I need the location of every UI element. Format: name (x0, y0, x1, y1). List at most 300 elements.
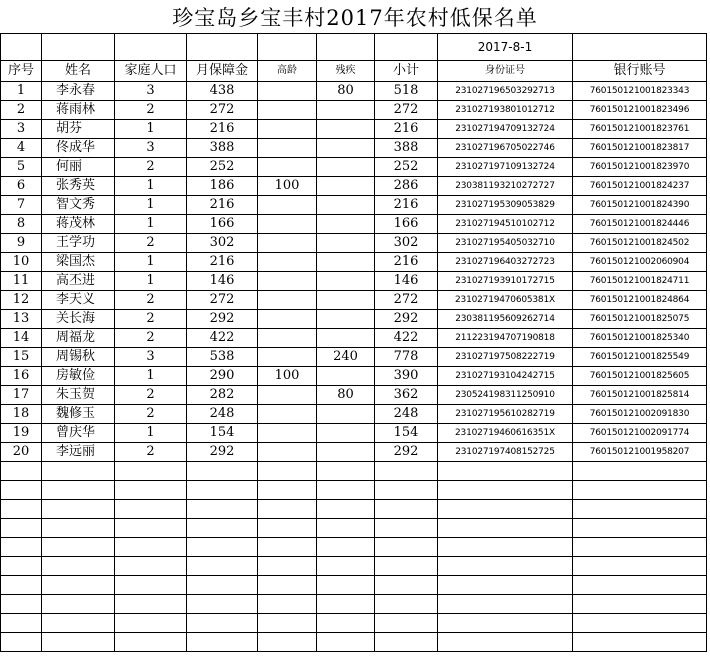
cell-benefit[interactable]: 272 (187, 291, 258, 310)
cell-benefit[interactable]: 438 (187, 82, 258, 101)
empty-cell[interactable] (438, 500, 573, 519)
empty-cell[interactable] (573, 481, 707, 500)
cell-disability[interactable] (317, 367, 375, 386)
date-cell[interactable]: 2017-8-1 (438, 34, 573, 61)
empty-cell[interactable] (258, 595, 317, 614)
cell-family[interactable]: 2 (115, 101, 187, 120)
empty-cell[interactable] (187, 519, 258, 538)
cell-disability[interactable] (317, 120, 375, 139)
empty-cell[interactable] (42, 595, 115, 614)
cell-benefit[interactable]: 216 (187, 196, 258, 215)
cell-elderly[interactable] (258, 272, 317, 291)
cell-no[interactable]: 15 (1, 348, 42, 367)
table-row (1, 348, 707, 367)
cell-name[interactable]: 佟成华 (42, 139, 115, 158)
cell-benefit[interactable]: 252 (187, 158, 258, 177)
cell-elderly[interactable] (258, 120, 317, 139)
cell-id-number[interactable]: 211223194707190818 (438, 329, 573, 348)
empty-cell[interactable] (115, 500, 187, 519)
cell-subtotal[interactable]: 422 (375, 329, 438, 348)
cell-no[interactable]: 5 (1, 158, 42, 177)
cell-subtotal[interactable]: 286 (375, 177, 438, 196)
cell-benefit[interactable]: 186 (187, 177, 258, 196)
cell-subtotal[interactable]: 248 (375, 405, 438, 424)
table-row (1, 158, 707, 177)
empty-row (1, 595, 707, 614)
cell-subtotal[interactable]: 272 (375, 101, 438, 120)
cell-id-number[interactable]: 230381195609262714 (438, 310, 573, 329)
empty-cell[interactable] (375, 481, 438, 500)
empty-cell[interactable] (317, 519, 375, 538)
header-no[interactable]: 序号 (1, 61, 42, 82)
cell-elderly[interactable] (258, 443, 317, 462)
cell-id-number[interactable]: 231027195405032710 (438, 234, 573, 253)
cell-family[interactable]: 3 (115, 139, 187, 158)
cell-benefit[interactable]: 302 (187, 234, 258, 253)
cell-id-number[interactable]: 231027193104242715 (438, 367, 573, 386)
cell-bank-account[interactable]: 760150121001823496 (573, 101, 707, 120)
empty-cell[interactable] (42, 614, 115, 633)
empty-cell[interactable] (438, 595, 573, 614)
empty-cell[interactable] (438, 538, 573, 557)
empty-cell[interactable] (115, 614, 187, 633)
cell-subtotal[interactable]: 166 (375, 215, 438, 234)
cell-family[interactable]: 1 (115, 120, 187, 139)
empty-cell[interactable] (258, 538, 317, 557)
empty-cell[interactable] (438, 614, 573, 633)
empty-cell[interactable] (573, 519, 707, 538)
empty-cell[interactable] (187, 614, 258, 633)
table-row (1, 253, 707, 272)
cell-benefit[interactable]: 146 (187, 272, 258, 291)
empty-cell[interactable] (115, 595, 187, 614)
cell-subtotal[interactable]: 216 (375, 120, 438, 139)
cell-bank-account[interactable]: 760150121001824864 (573, 291, 707, 310)
cell-bank-account[interactable]: 760150121001823970 (573, 158, 707, 177)
empty-cell[interactable] (317, 614, 375, 633)
empty-cell[interactable] (573, 538, 707, 557)
empty-cell[interactable] (573, 614, 707, 633)
cell-id-number[interactable]: 231027197109132724 (438, 158, 573, 177)
cell-name[interactable]: 李天义 (42, 291, 115, 310)
empty-cell[interactable] (187, 633, 258, 652)
empty-cell[interactable] (1, 500, 42, 519)
table-row (1, 367, 707, 386)
cell-no[interactable]: 7 (1, 196, 42, 215)
empty-cell[interactable] (438, 633, 573, 652)
cell-bank-account[interactable]: 760150121001824390 (573, 196, 707, 215)
empty-cell[interactable] (187, 557, 258, 576)
empty-cell[interactable] (258, 576, 317, 595)
cell-family[interactable]: 2 (115, 310, 187, 329)
empty-cell[interactable] (115, 538, 187, 557)
empty-cell[interactable] (317, 538, 375, 557)
cell-benefit[interactable]: 388 (187, 139, 258, 158)
empty-cell[interactable] (42, 538, 115, 557)
cell-elderly[interactable] (258, 291, 317, 310)
cell-no[interactable]: 13 (1, 310, 42, 329)
cell-family[interactable]: 1 (115, 196, 187, 215)
cell-family[interactable]: 2 (115, 234, 187, 253)
cell-name[interactable]: 蒋雨林 (42, 101, 115, 120)
empty-cell[interactable] (258, 614, 317, 633)
cell-name[interactable]: 朱玉贺 (42, 386, 115, 405)
empty-cell[interactable] (317, 500, 375, 519)
cell-no[interactable]: 11 (1, 272, 42, 291)
empty-cell[interactable] (115, 462, 187, 481)
empty-cell[interactable] (258, 481, 317, 500)
cell-id-number[interactable]: 231027197508222719 (438, 348, 573, 367)
cell-no[interactable]: 4 (1, 139, 42, 158)
empty-cell[interactable] (573, 500, 707, 519)
header-disability[interactable]: 残疾 (317, 61, 375, 82)
cell-name[interactable]: 周锡秋 (42, 348, 115, 367)
cell-benefit[interactable]: 216 (187, 120, 258, 139)
cell-id-number[interactable]: 230524198311250910 (438, 386, 573, 405)
empty-cell[interactable] (317, 633, 375, 652)
cell-benefit[interactable]: 216 (187, 253, 258, 272)
table-row (1, 196, 707, 215)
cell-disability[interactable] (317, 310, 375, 329)
cell-no[interactable]: 6 (1, 177, 42, 196)
empty-cell[interactable] (42, 557, 115, 576)
cell-name[interactable]: 房敏俭 (42, 367, 115, 386)
cell-bank-account[interactable]: 760150121001824711 (573, 272, 707, 291)
empty-cell[interactable] (317, 576, 375, 595)
empty-cell[interactable] (317, 595, 375, 614)
cell-benefit[interactable]: 292 (187, 310, 258, 329)
cell-id-number[interactable]: 230381193210272727 (438, 177, 573, 196)
cell-no[interactable]: 20 (1, 443, 42, 462)
cell-benefit[interactable]: 290 (187, 367, 258, 386)
empty-cell[interactable] (115, 633, 187, 652)
header-benefit[interactable]: 月保障金 (187, 61, 258, 82)
cell-name[interactable]: 周福龙 (42, 329, 115, 348)
empty-cell[interactable] (1, 614, 42, 633)
cell-subtotal[interactable]: 362 (375, 386, 438, 405)
empty-cell[interactable] (375, 595, 438, 614)
cell-subtotal[interactable]: 778 (375, 348, 438, 367)
empty-cell[interactable] (438, 481, 573, 500)
cell-subtotal[interactable]: 292 (375, 310, 438, 329)
cell-bank-account[interactable]: 760150121001825814 (573, 386, 707, 405)
cell-name[interactable]: 李永春 (42, 82, 115, 101)
cell-bank-account[interactable]: 760150121001825605 (573, 367, 707, 386)
empty-cell[interactable] (573, 462, 707, 481)
cell-disability[interactable] (317, 424, 375, 443)
cell-id-number[interactable]: 231027196503292713 (438, 82, 573, 101)
header-id[interactable]: 身份证号 (438, 61, 573, 82)
empty-cell[interactable] (375, 519, 438, 538)
cell-family[interactable]: 1 (115, 272, 187, 291)
cell-elderly[interactable] (258, 101, 317, 120)
empty-cell[interactable] (375, 614, 438, 633)
header-account[interactable]: 银行账号 (573, 61, 707, 82)
cell-family[interactable]: 2 (115, 443, 187, 462)
cell-subtotal[interactable]: 302 (375, 234, 438, 253)
cell-bank-account[interactable]: 760150121002091830 (573, 405, 707, 424)
cell-family[interactable]: 2 (115, 405, 187, 424)
cell-disability[interactable]: 240 (317, 348, 375, 367)
cell-benefit[interactable]: 538 (187, 348, 258, 367)
cell-no[interactable]: 16 (1, 367, 42, 386)
empty-cell[interactable] (187, 595, 258, 614)
cell-disability[interactable] (317, 101, 375, 120)
cell-name[interactable]: 王学功 (42, 234, 115, 253)
roster-table (0, 33, 707, 652)
cell-no[interactable]: 10 (1, 253, 42, 272)
cell-subtotal[interactable]: 390 (375, 367, 438, 386)
empty-cell[interactable] (258, 519, 317, 538)
cell-elderly[interactable] (258, 310, 317, 329)
empty-cell[interactable] (187, 500, 258, 519)
cell-bank-account[interactable]: 760150121001825340 (573, 329, 707, 348)
header-name[interactable]: 姓名 (42, 61, 115, 82)
cell-disability[interactable] (317, 253, 375, 272)
cell-bank-account[interactable]: 760150121001824237 (573, 177, 707, 196)
cell-disability[interactable] (317, 139, 375, 158)
cell-no[interactable]: 2 (1, 101, 42, 120)
cell-subtotal[interactable]: 518 (375, 82, 438, 101)
cell-elderly[interactable] (258, 253, 317, 272)
cell-elderly[interactable] (258, 348, 317, 367)
cell-benefit[interactable]: 248 (187, 405, 258, 424)
empty-cell[interactable] (375, 538, 438, 557)
cell-bank-account[interactable]: 760150121001825549 (573, 348, 707, 367)
cell-subtotal[interactable]: 292 (375, 443, 438, 462)
cell-elderly[interactable]: 100 (258, 177, 317, 196)
cell-name[interactable]: 关长海 (42, 310, 115, 329)
empty-cell[interactable] (317, 481, 375, 500)
cell-name[interactable]: 智文秀 (42, 196, 115, 215)
cell-elderly[interactable]: 100 (258, 367, 317, 386)
cell-disability[interactable]: 80 (317, 386, 375, 405)
cell-id-number[interactable]: 231027195610282719 (438, 405, 573, 424)
cell-id-number[interactable]: 231027195309053829 (438, 196, 573, 215)
cell-benefit[interactable]: 166 (187, 215, 258, 234)
cell-id-number[interactable]: 231027194510102712 (438, 215, 573, 234)
cell-disability[interactable] (317, 234, 375, 253)
empty-cell[interactable] (258, 500, 317, 519)
cell-id-number[interactable]: 23102719470605381X (438, 291, 573, 310)
cell-subtotal[interactable]: 272 (375, 291, 438, 310)
cell-family[interactable]: 2 (115, 329, 187, 348)
cell-id-number[interactable]: 23102719460616351X (438, 424, 573, 443)
cell-no[interactable]: 9 (1, 234, 42, 253)
table-row (1, 310, 707, 329)
empty-cell[interactable] (42, 519, 115, 538)
cell-family[interactable]: 1 (115, 177, 187, 196)
empty-cell[interactable] (573, 595, 707, 614)
empty-cell[interactable] (1, 595, 42, 614)
empty-cell[interactable] (317, 557, 375, 576)
empty-cell[interactable] (115, 519, 187, 538)
table-row (1, 405, 707, 424)
empty-row (1, 538, 707, 557)
cell-subtotal[interactable]: 216 (375, 196, 438, 215)
cell-no[interactable]: 19 (1, 424, 42, 443)
cell-no[interactable]: 12 (1, 291, 42, 310)
cell-family[interactable]: 1 (115, 253, 187, 272)
cell-id-number[interactable]: 231027194709132724 (438, 120, 573, 139)
cell-elderly[interactable] (258, 158, 317, 177)
cell-subtotal[interactable]: 388 (375, 139, 438, 158)
cell-bank-account[interactable]: 760150121001824502 (573, 234, 707, 253)
empty-cell[interactable] (1, 462, 42, 481)
cell-elderly[interactable] (258, 82, 317, 101)
cell-elderly[interactable] (258, 329, 317, 348)
empty-row (1, 500, 707, 519)
cell-subtotal[interactable]: 216 (375, 253, 438, 272)
empty-cell[interactable] (438, 519, 573, 538)
cell-disability[interactable] (317, 405, 375, 424)
cell-subtotal[interactable]: 154 (375, 424, 438, 443)
cell-no[interactable]: 1 (1, 82, 42, 101)
cell-family[interactable]: 1 (115, 367, 187, 386)
cell-name[interactable]: 张秀英 (42, 177, 115, 196)
cell-family[interactable]: 1 (115, 424, 187, 443)
cell-no[interactable]: 8 (1, 215, 42, 234)
cell-name[interactable]: 高丕进 (42, 272, 115, 291)
empty-row (1, 576, 707, 595)
empty-cell[interactable] (42, 633, 115, 652)
cell-name[interactable]: 曾庆华 (42, 424, 115, 443)
cell-disability[interactable] (317, 215, 375, 234)
cell-benefit[interactable]: 272 (187, 101, 258, 120)
cell-subtotal[interactable]: 252 (375, 158, 438, 177)
cell-name[interactable]: 何丽 (42, 158, 115, 177)
cell-family[interactable]: 2 (115, 291, 187, 310)
cell-elderly[interactable] (258, 215, 317, 234)
empty-cell[interactable] (375, 633, 438, 652)
cell-bank-account[interactable]: 760150121001823343 (573, 82, 707, 101)
cell-name[interactable]: 李远丽 (42, 443, 115, 462)
cell-name[interactable]: 胡芬 (42, 120, 115, 139)
empty-cell[interactable] (187, 538, 258, 557)
empty-cell[interactable] (375, 576, 438, 595)
empty-cell[interactable] (1, 576, 42, 595)
cell-disability[interactable] (317, 177, 375, 196)
empty-cell[interactable] (573, 633, 707, 652)
empty-cell[interactable] (375, 462, 438, 481)
cell-bank-account[interactable]: 760150121001958207 (573, 443, 707, 462)
empty-cell[interactable] (1, 519, 42, 538)
cell-disability[interactable] (317, 329, 375, 348)
empty-cell[interactable] (258, 557, 317, 576)
cell-no[interactable]: 17 (1, 386, 42, 405)
empty-cell[interactable] (1, 633, 42, 652)
cell-family[interactable]: 3 (115, 82, 187, 101)
cell-family[interactable]: 3 (115, 348, 187, 367)
cell-no[interactable]: 18 (1, 405, 42, 424)
table-row (1, 82, 707, 101)
empty-cell[interactable] (375, 557, 438, 576)
cell-subtotal[interactable]: 146 (375, 272, 438, 291)
empty-row (1, 481, 707, 500)
cell-name[interactable]: 梁国杰 (42, 253, 115, 272)
cell-elderly[interactable] (258, 139, 317, 158)
cell-disability[interactable] (317, 196, 375, 215)
empty-row (1, 633, 707, 652)
empty-cell[interactable] (115, 576, 187, 595)
empty-cell[interactable] (258, 633, 317, 652)
cell-elderly[interactable] (258, 424, 317, 443)
cell-benefit[interactable]: 154 (187, 424, 258, 443)
empty-cell[interactable] (317, 462, 375, 481)
cell-name[interactable]: 魏修玉 (42, 405, 115, 424)
header-family[interactable]: 家庭人口 (115, 61, 187, 82)
cell-elderly[interactable] (258, 196, 317, 215)
cell-bank-account[interactable]: 760150121001823761 (573, 120, 707, 139)
cell-family[interactable]: 2 (115, 386, 187, 405)
cell-elderly[interactable] (258, 234, 317, 253)
cell-benefit[interactable]: 282 (187, 386, 258, 405)
cell-disability[interactable]: 80 (317, 82, 375, 101)
empty-cell[interactable] (187, 462, 258, 481)
empty-cell[interactable] (42, 576, 115, 595)
table-row (1, 424, 707, 443)
cell-elderly[interactable] (258, 386, 317, 405)
cell-id-number[interactable]: 231027196705022746 (438, 139, 573, 158)
cell-no[interactable]: 3 (1, 120, 42, 139)
header-elderly[interactable]: 高龄 (258, 61, 317, 82)
cell-bank-account[interactable]: 760150121001823817 (573, 139, 707, 158)
cell-id-number[interactable]: 231027197408152725 (438, 443, 573, 462)
empty-cell[interactable] (42, 462, 115, 481)
empty-cell[interactable] (1, 538, 42, 557)
empty-cell[interactable] (42, 481, 115, 500)
empty-cell[interactable] (187, 576, 258, 595)
cell-bank-account[interactable]: 760150121002091774 (573, 424, 707, 443)
cell-disability[interactable] (317, 158, 375, 177)
cell-benefit[interactable]: 422 (187, 329, 258, 348)
empty-cell[interactable] (115, 557, 187, 576)
cell-disability[interactable] (317, 443, 375, 462)
cell-name[interactable]: 蒋茂林 (42, 215, 115, 234)
empty-cell[interactable] (187, 481, 258, 500)
empty-cell[interactable] (1, 557, 42, 576)
empty-cell[interactable] (573, 576, 707, 595)
empty-cell[interactable] (42, 500, 115, 519)
empty-cell[interactable] (375, 500, 438, 519)
table-row (1, 291, 707, 310)
table-row (1, 101, 707, 120)
empty-cell[interactable] (438, 557, 573, 576)
empty-cell[interactable] (1, 481, 42, 500)
table-row (1, 272, 707, 291)
empty-cell[interactable] (438, 576, 573, 595)
cell-bank-account[interactable]: 760150121001825075 (573, 310, 707, 329)
cell-disability[interactable] (317, 272, 375, 291)
cell-no[interactable]: 14 (1, 329, 42, 348)
cell-elderly[interactable] (258, 405, 317, 424)
empty-cell[interactable] (438, 462, 573, 481)
cell-id-number[interactable]: 231027193801012712 (438, 101, 573, 120)
empty-cell[interactable] (258, 462, 317, 481)
cell-benefit[interactable]: 292 (187, 443, 258, 462)
cell-id-number[interactable]: 231027193910172715 (438, 272, 573, 291)
cell-disability[interactable] (317, 291, 375, 310)
cell-family[interactable]: 2 (115, 158, 187, 177)
empty-cell[interactable] (115, 481, 187, 500)
header-subtotal[interactable]: 小计 (375, 61, 438, 82)
cell-id-number[interactable]: 231027196403272723 (438, 253, 573, 272)
cell-bank-account[interactable]: 760150121002060904 (573, 253, 707, 272)
cell-family[interactable]: 1 (115, 215, 187, 234)
empty-cell[interactable] (573, 557, 707, 576)
cell-bank-account[interactable]: 760150121001824446 (573, 215, 707, 234)
table-row (1, 120, 707, 139)
